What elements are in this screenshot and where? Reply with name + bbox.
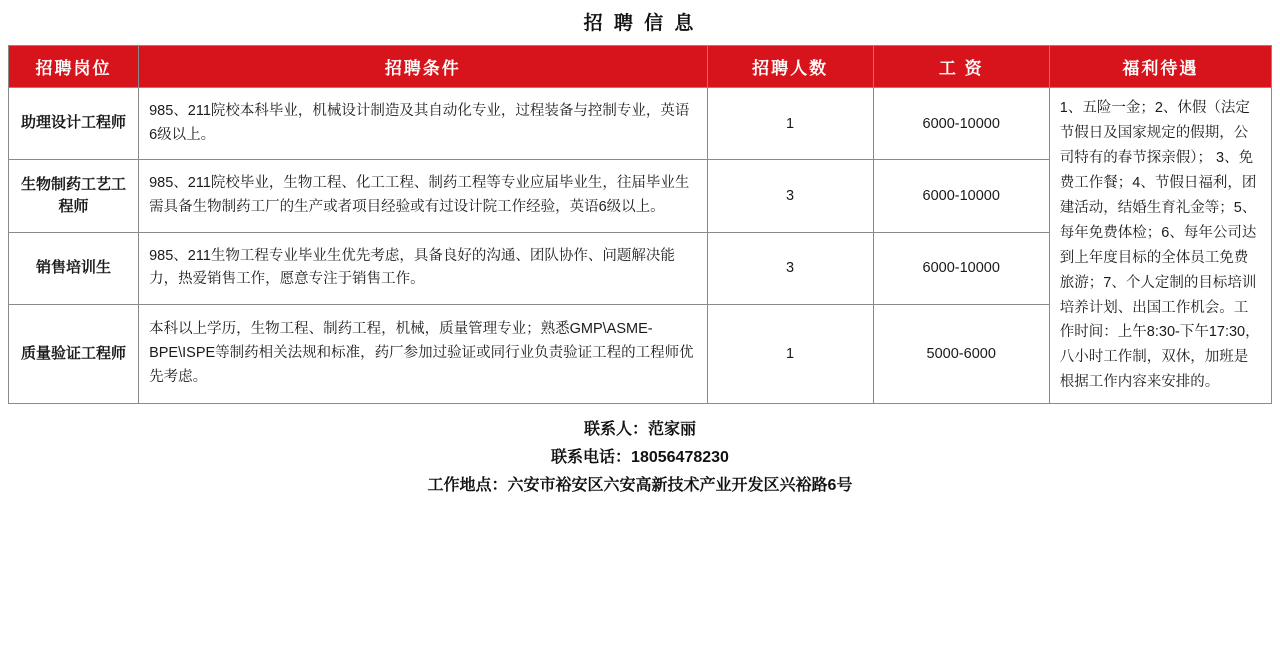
column-header-post: 招聘岗位 (9, 46, 139, 88)
cell-condition: 985、211院校本科毕业，机械设计制造及其自动化专业，过程装备与控制专业，英语6级以上。 (139, 88, 707, 160)
recruitment-table (8, 45, 1272, 404)
cell-condition: 985、211生物工程专业毕业生优先考虑，具备良好的沟通、团队协作、问题解决能力，热爱销售工作，愿意专注于销售工作。 (139, 232, 707, 304)
contact-person: 联系人：范家丽 (583, 421, 696, 439)
cell-salary: 6000-10000 (873, 232, 1049, 304)
work-location: 工作地点：六安市裕安区六安高新技术产业开发区兴裕路6号 (427, 477, 853, 495)
cell-count: 3 (707, 160, 873, 232)
cell-salary: 6000-10000 (873, 88, 1049, 160)
cell-post: 销售培训生 (9, 232, 139, 304)
table-header-row (9, 46, 1272, 88)
table-row (9, 88, 1272, 160)
cell-count: 3 (707, 232, 873, 304)
contact-phone: 联系电话：18056478230 (551, 449, 729, 467)
cell-salary: 6000-10000 (873, 160, 1049, 232)
page-title: 招 聘 信 息 (583, 13, 697, 34)
column-header-welfare: 福利待遇 (1049, 46, 1271, 88)
cell-welfare: 1、五险一金；2、休假（法定节假日及国家规定的假期，公司特有的春节探亲假）； 3、免费工作餐；4、节假日福利，团建活动，结婚生育礼金等；5、每年免费体检；6、每年公司达到上年度目标的全体员工免费旅游；7、个人定制的目标培训培养计划、出国工作机会。工作时间：上午8:30-下午17:30，八小时工作制，双休，加班是根据工作内容来安排的。 (1049, 88, 1271, 404)
cell-condition: 985、211院校毕业，生物工程、化工工程、制药工程等专业应届毕业生，往届毕业生需具备生物制药工厂的生产或者项目经验或有过设计院工作经验，英语6级以上。 (139, 160, 707, 232)
column-header-condition: 招聘条件 (139, 46, 707, 88)
footer-contact-info (0, 404, 1280, 500)
cell-post: 生物制药工艺工程师 (9, 160, 139, 232)
cell-count: 1 (707, 305, 873, 404)
cell-condition: 本科以上学历，生物工程、制药工程，机械，质量管理专业；熟悉GMP\ASME-BPE\ISPE等制药相关法规和标准，药厂参加过验证或同行业负责验证工程的工程师优先考虑。 (139, 305, 707, 404)
column-header-salary: 工 资 (873, 46, 1049, 88)
cell-count: 1 (707, 88, 873, 160)
cell-salary: 5000-6000 (873, 305, 1049, 404)
cell-post: 助理设计工程师 (9, 88, 139, 160)
column-header-count: 招聘人数 (707, 46, 873, 88)
cell-post: 质量验证工程师 (9, 305, 139, 404)
